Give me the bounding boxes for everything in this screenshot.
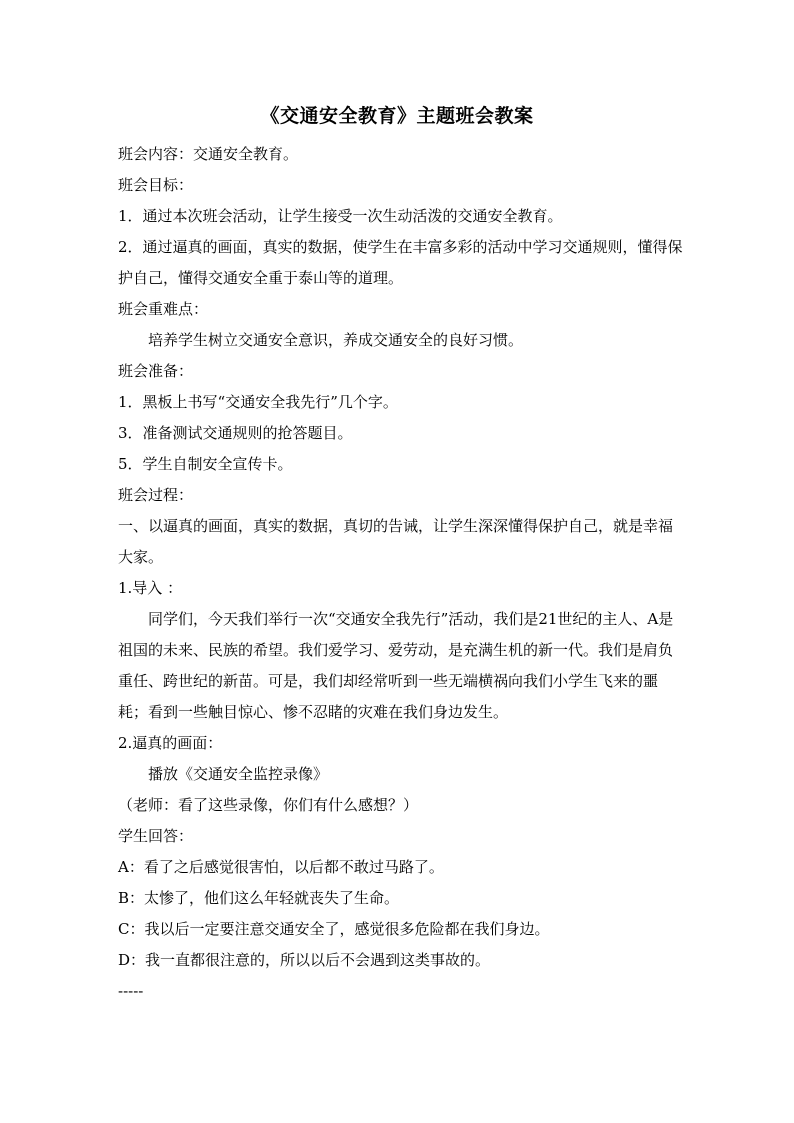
paragraph-goal-1: 1．通过本次班会活动，让学生接受一次生动活泼的交通安全教育。 <box>118 207 563 225</box>
paragraph-preparation-1: 1．黑板上书写“交通安全我先行”几个字。 <box>118 393 398 411</box>
paragraph-intro-heading: 1.导入 ： <box>118 579 183 597</box>
paragraph-goals-heading: 班会目标： <box>118 176 194 194</box>
paragraph-video-play: 播放《交通安全监控录像》 <box>148 765 329 783</box>
paragraph-preparation-3: 3．准备测试交通规则的抢答题目。 <box>118 424 353 442</box>
paragraph-answer-b: B：太惨了，他们这么年轻就丧失了生命。 <box>118 889 400 907</box>
paragraph-separator: ----- <box>118 982 144 1000</box>
paragraph-intro-text: 同学们，今天我们举行一次“交通安全我先行”活动，我们是21世纪的主人、A是祖国的未来、民族的希望。我们爱学习、爱劳动，是充满生机的新一代。我们是肩负重任、跨世纪的新苗。可是，我们却经常听到一些无端横祸向我们小学生飞来的噩耗；看到一些触目惊心、惨不忍睹的灾难在我们身边发生。 <box>118 610 674 721</box>
paragraph-answer-d: D：我一直都很注意的，所以以后不会遇到这类事故的。 <box>118 951 491 969</box>
paragraph-preparation-heading: 班会准备： <box>118 362 194 380</box>
paragraph-students-answer-heading: 学生回答： <box>118 827 194 845</box>
document-body <box>118 139 683 1007</box>
paragraph-goal-2: 2．通过逼真的画面，真实的数据，使学生在丰富多彩的活动中学习交通规则，懂得保护自己，懂得交通安全重于泰山等的道理。 <box>118 238 683 287</box>
paragraph-answer-a: A：看了之后感觉很害怕，以后都不敢过马路了。 <box>118 858 444 876</box>
paragraph-answer-c: C：我以后一定要注意交通安全了，感觉很多危险都在我们身边。 <box>118 920 550 938</box>
paragraph-class-content: 班会内容：交通安全教育。 <box>118 145 299 163</box>
paragraph-process-heading: 班会过程： <box>118 486 194 504</box>
document-title: 《交通安全教育》主题班会教案 <box>260 105 534 127</box>
paragraph-key-points: 培养学生树立交通安全意识，养成交通安全的良好习惯。 <box>148 331 524 349</box>
paragraph-preparation-5: 5．学生自制安全宣传卡。 <box>118 455 293 473</box>
paragraph-key-points-heading: 班会重难点： <box>118 300 209 318</box>
paragraph-teacher-question: （老师：看了这些录像，你们有什么感想？） <box>118 796 419 814</box>
paragraph-video-heading: 2.逼真的画面： <box>118 734 223 752</box>
paragraph-process-part-1: 一、以逼真的画面，真实的数据，真切的告诫，让学生深深懂得保护自己，就是幸福大家。 <box>118 517 674 566</box>
